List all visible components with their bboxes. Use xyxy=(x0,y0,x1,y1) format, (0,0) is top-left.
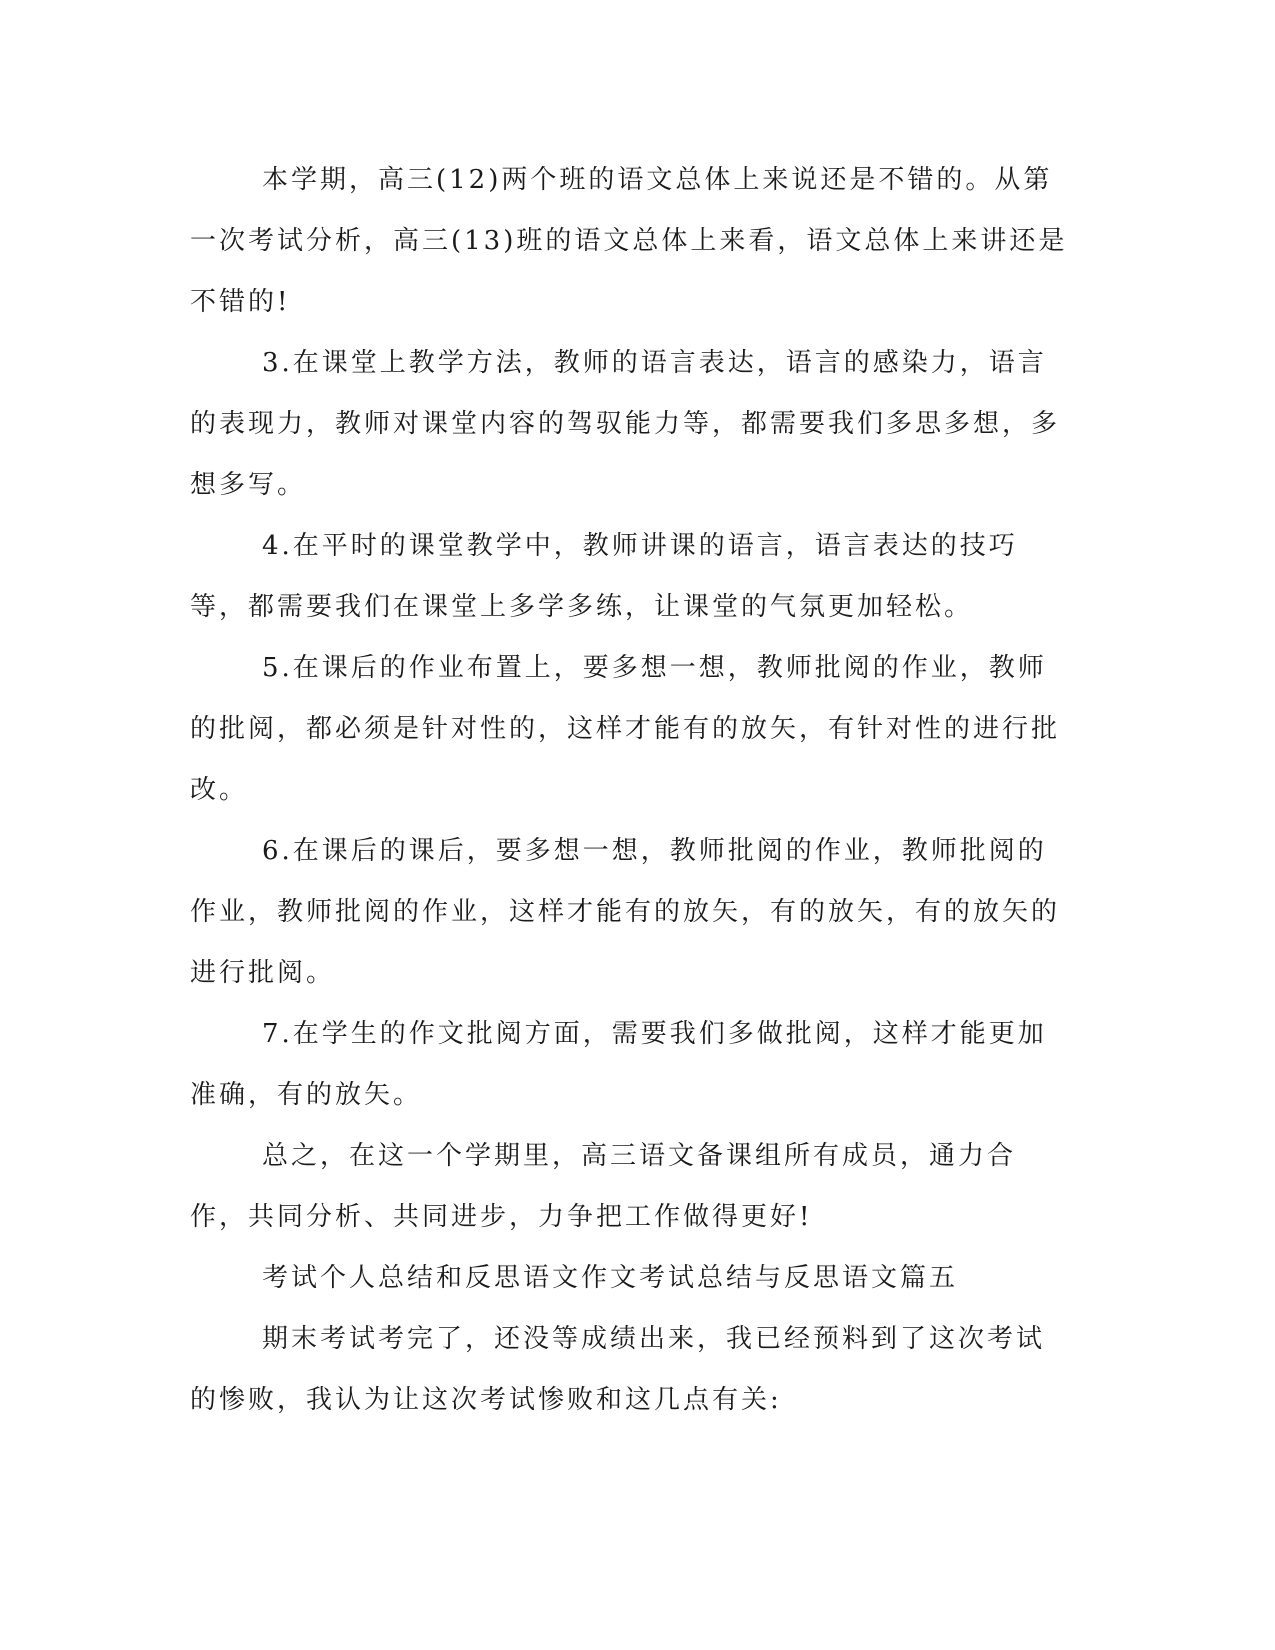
paragraph-item-3: 3.在课堂上教学方法，教师的语言表达，语言的感染力，语言的表现力，教师对课堂内容的驾驭能力等，都需要我们多思多想，多想多写。 xyxy=(190,348,1061,500)
paragraph-item-4: 4.在平时的课堂教学中，教师讲课的语言，语言表达的技巧等，都需要我们在课堂上多学多练，让课堂的气氛更加轻松。 xyxy=(190,531,1018,622)
paragraph-closing: 期末考试考完了，还没等成绩出来，我已经预料到了这次考试的惨败，我认为让这次考试惨败和这几点有关: xyxy=(190,1324,1046,1415)
section-title: 考试个人总结和反思语文作文考试总结与反思语文篇五 xyxy=(262,1263,959,1293)
document-body xyxy=(190,150,1070,1431)
paragraph-item-6: 6.在课后的课后，要多想一想，教师批阅的作业，教师批阅的作业，教师批阅的作业，这样才能有的放矢，有的放矢，有的放矢的进行批阅。 xyxy=(190,836,1061,988)
paragraph-summary: 总之，在这一个学期里，高三语文备课组所有成员，通力合作，共同分析、共同进步，力争把工作做得更好! xyxy=(190,1141,1017,1232)
paragraph-item-5: 5.在课后的作业布置上，要多想一想，教师批阅的作业，教师的批阅，都必须是针对性的，这样才能有的放矢，有针对性的进行批改。 xyxy=(190,653,1061,805)
paragraph-intro: 本学期，高三(12)两个班的语文总体上来说还是不错的。从第一次考试分析，高三(13)班的语文总体上来看，语文总体上来讲还是不错的! xyxy=(190,165,1068,317)
paragraph-item-7: 7.在学生的作文批阅方面，需要我们多做批阅，这样才能更加准确，有的放矢。 xyxy=(190,1019,1047,1110)
